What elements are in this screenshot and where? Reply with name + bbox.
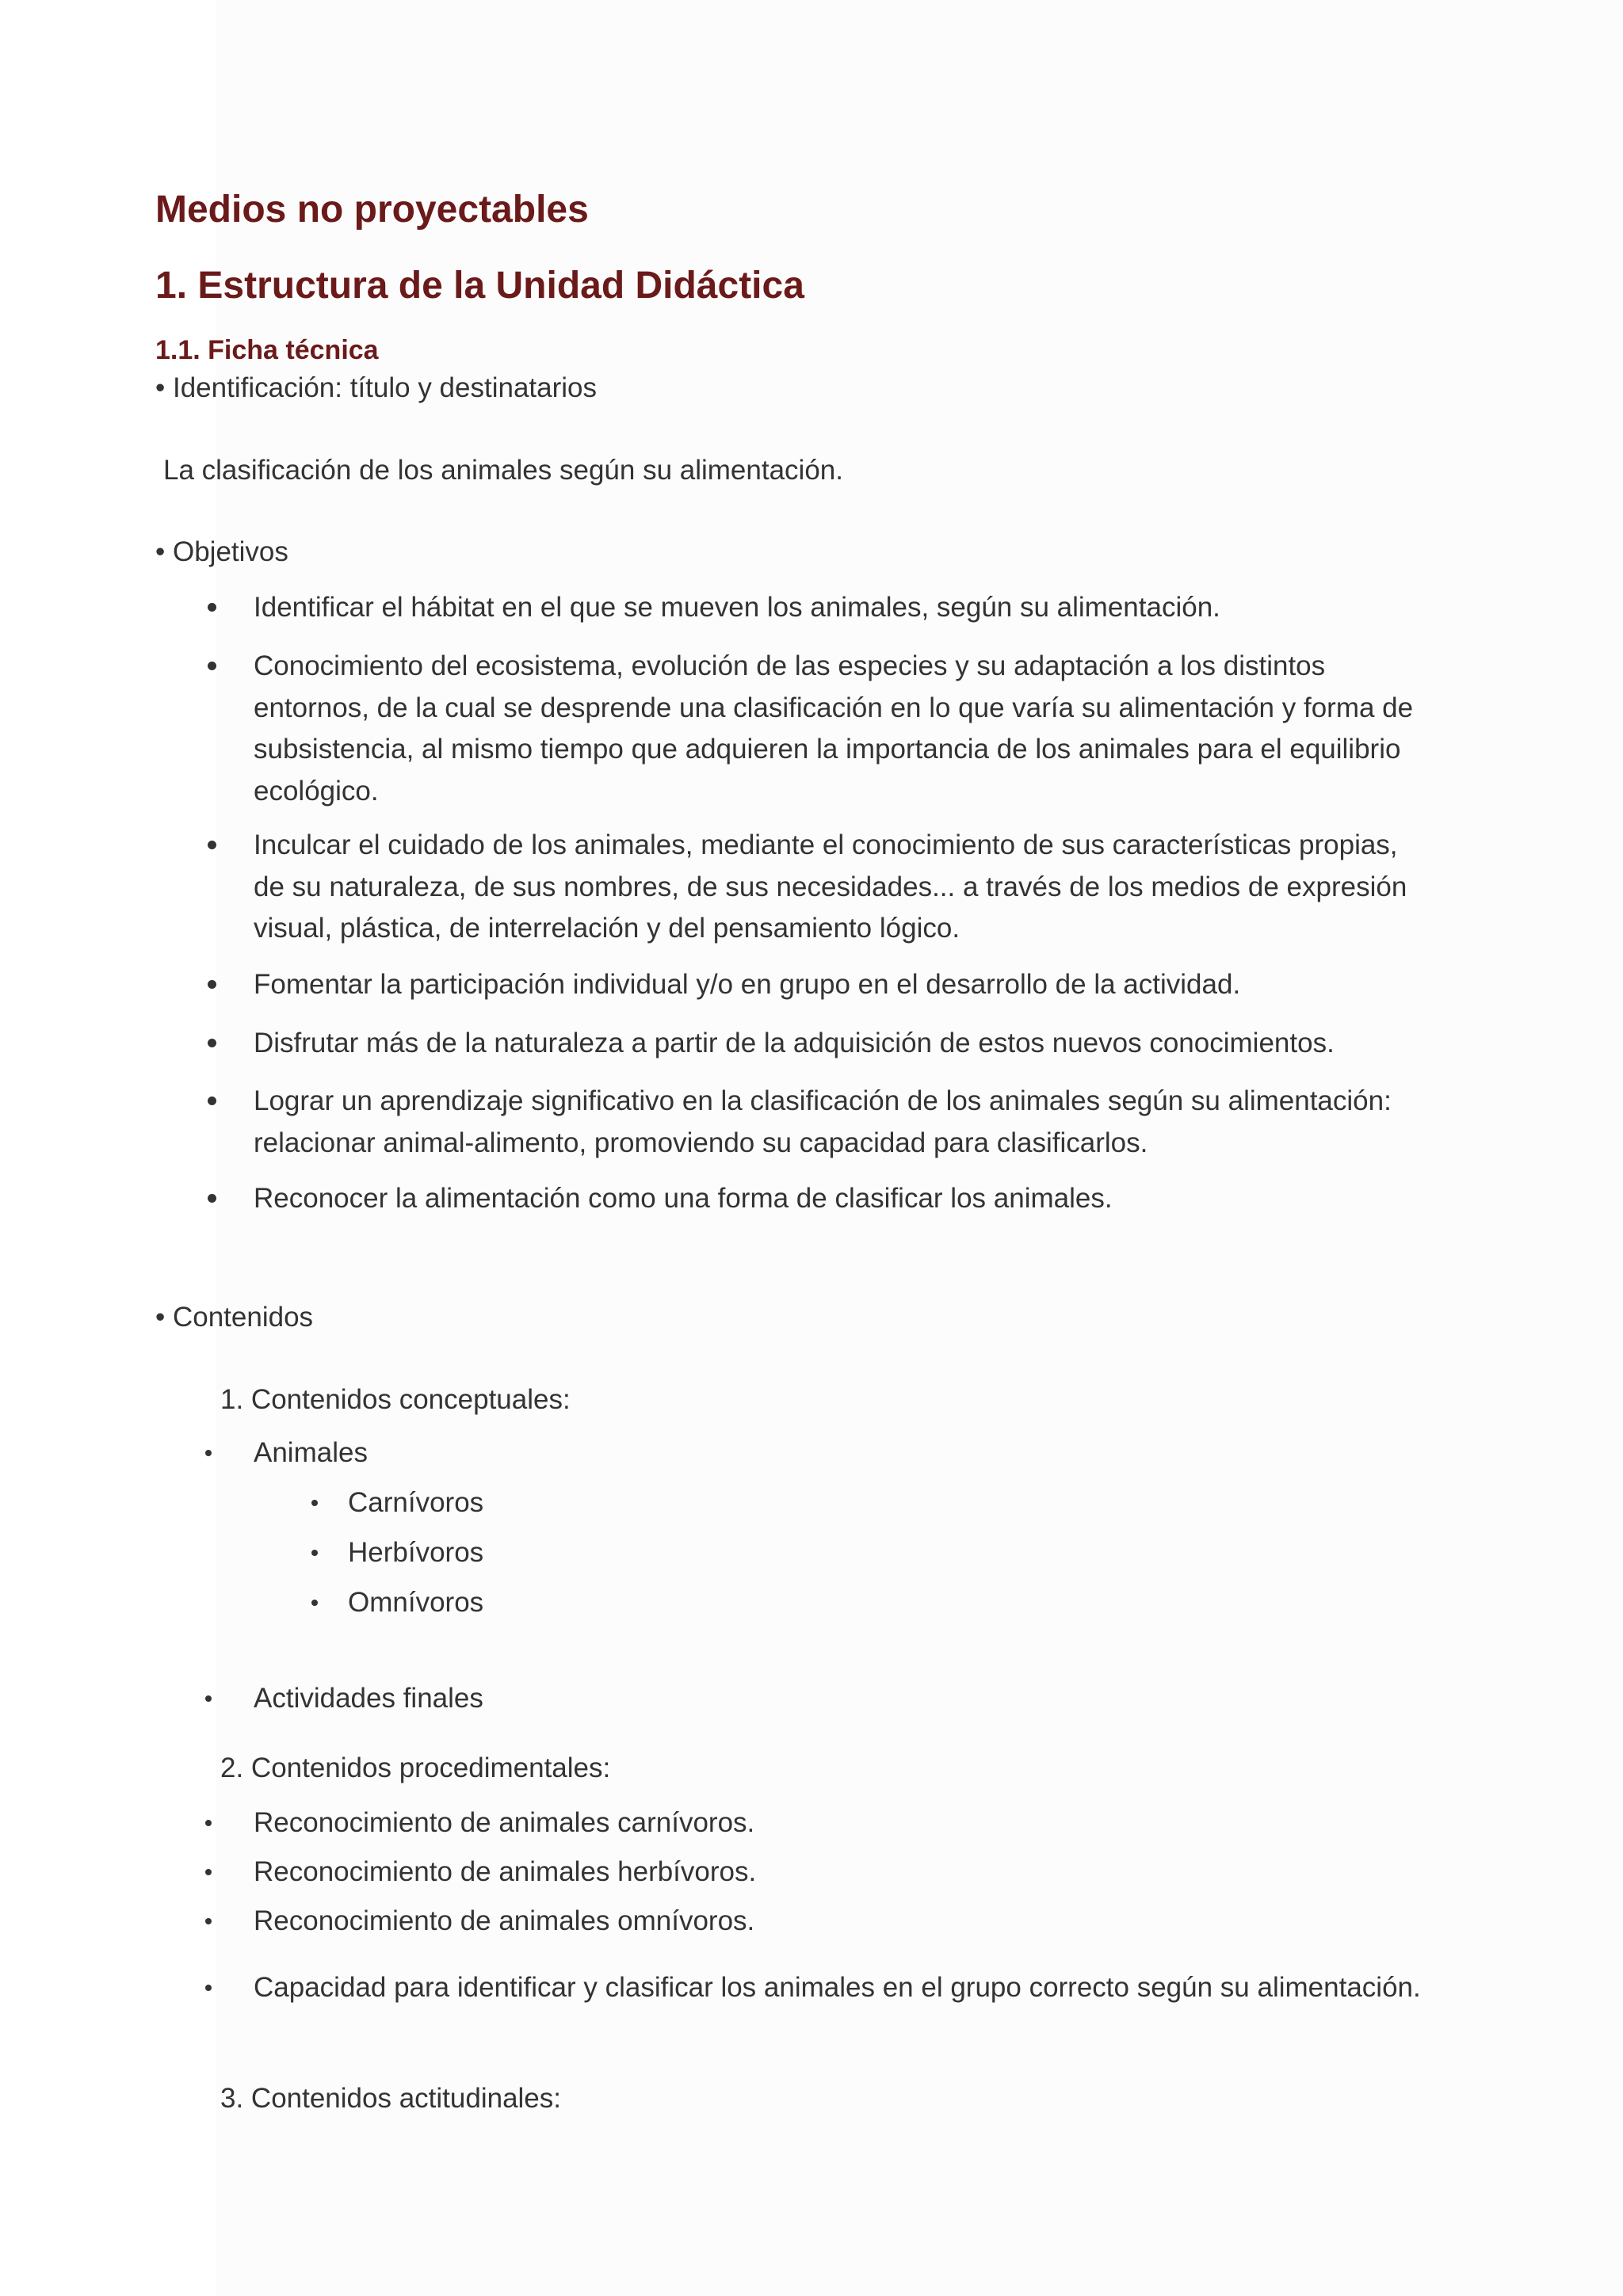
objetivo-item — [254, 825, 1458, 950]
objetivo-line: relacionar animal-alimento, promoviendo su capacidad para clasificarlos. — [254, 1127, 1148, 1158]
objetivo-line: Conocimiento del ecosistema, evolución de las especies y su adaptación a los distintos — [254, 650, 1326, 681]
procedimentales-label: 2. Contenidos procedimentales: — [220, 1753, 611, 1783]
objetivo-line: Lograr un aprendizaje significativo en la clasificación de los animales según su alimentación: — [254, 1085, 1392, 1116]
objetivo-line: Disfrutar más de la naturaleza a partir de la adquisición de estos nuevos conocimientos. — [254, 1028, 1335, 1058]
objetivo-item — [254, 1178, 1458, 1220]
actividades-label: Actividades finales — [254, 1683, 483, 1714]
objetivo-line: Reconocer la alimentación como una forma de clasificar los animales. — [254, 1183, 1113, 1214]
subsection-title: 1.1. Ficha técnica — [155, 335, 379, 365]
bullet-icon — [205, 1985, 212, 1991]
bullet-icon — [208, 1194, 216, 1203]
animal-type-item: Omnívoros — [348, 1587, 484, 1618]
bullet-icon — [208, 662, 216, 670]
bullet-icon — [208, 980, 216, 989]
objetivo-line: subsistencia, al mismo tiempo que adquieren la importancia de los animales para el equilibrio — [254, 734, 1401, 765]
objetivo-line: ecológico. — [254, 775, 379, 807]
procedimental-item: Reconocimiento de animales omnívoros. — [254, 1905, 755, 1936]
objetivo-line: Inculcar el cuidado de los animales, mediante el conocimiento de sus características propias, — [254, 830, 1398, 860]
section-title: 1. Estructura de la Unidad Didáctica — [155, 265, 804, 307]
objetivo-item — [254, 587, 1458, 629]
contenidos-label: • Contenidos — [155, 1302, 314, 1333]
bullet-icon — [205, 1820, 212, 1826]
objetivo-item — [254, 646, 1458, 812]
animal-type-item: Carnívoros — [348, 1487, 484, 1518]
bullet-icon — [205, 1918, 212, 1924]
bullet-icon — [205, 1869, 212, 1875]
bullet-icon — [208, 1097, 216, 1105]
bullet-icon — [208, 1039, 216, 1047]
unit-title-text: La clasificación de los animales según su alimentación. — [163, 455, 843, 486]
bullet-icon — [208, 603, 216, 612]
animales-label: Animales — [254, 1437, 368, 1468]
procedimental-item: Reconocimiento de animales herbívoros. — [254, 1856, 757, 1887]
bullet-icon — [311, 1500, 318, 1506]
bullet-icon — [205, 1450, 212, 1456]
conceptuales-label: 1. Contenidos conceptuales: — [220, 1384, 571, 1415]
objetivos-label: • Objetivos — [155, 536, 288, 567]
objetivo-item — [254, 1081, 1458, 1164]
main-heading: Medios no proyectables — [155, 189, 589, 231]
bullet-icon — [311, 1550, 318, 1556]
capacidad-item: Capacidad para identificar y clasificar los animales en el grupo correcto según su alimentación. — [254, 1972, 1421, 2003]
objetivo-line: Fomentar la participación individual y/o en grupo en el desarrollo de la actividad. — [254, 969, 1241, 1000]
bullet-icon — [205, 1695, 212, 1702]
objetivo-line: visual, plástica, de interrelación y del pensamiento lógico. — [254, 913, 960, 944]
animal-type-item: Herbívoros — [348, 1537, 484, 1568]
objetivo-line: Identificar el hábitat en el que se mueven los animales, según su alimentación. — [254, 592, 1220, 623]
procedimental-item: Reconocimiento de animales carnívoros. — [254, 1807, 755, 1838]
identificacion-label: • Identificación: título y destinatarios — [155, 372, 597, 403]
objetivo-line: de su naturaleza, de sus nombres, de sus necesidades... a través de los medios de expresión — [254, 871, 1407, 902]
objetivo-item — [254, 964, 1458, 1006]
objetivo-item — [254, 1023, 1458, 1065]
bullet-icon — [208, 841, 216, 849]
bullet-icon — [311, 1600, 318, 1606]
objetivo-line: entornos, de la cual se desprende una clasificación en lo que varía su alimentación y forma de — [254, 692, 1414, 723]
actitudinales-label: 3. Contenidos actitudinales: — [220, 2083, 561, 2114]
